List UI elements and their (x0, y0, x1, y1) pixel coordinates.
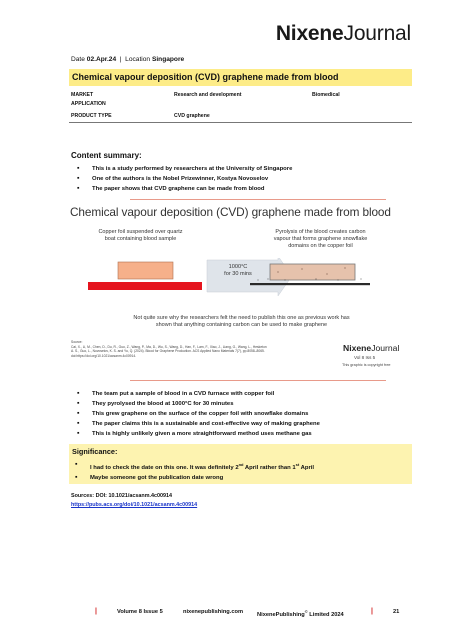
application-value: Biomedical (312, 92, 340, 98)
significance-list (69, 460, 409, 483)
brand-light: Journal (343, 22, 411, 45)
graphene-coated-foil (270, 264, 355, 280)
source-link[interactable]: https://pubs.acs.org/doi/10.1021/acsanm.4c00914 (71, 502, 198, 508)
figure-title: Chemical vapour deposition (CVD) graphene made from blood (70, 205, 391, 219)
footer-reg: © (304, 609, 308, 614)
footer-company (257, 609, 344, 618)
detail-bullet: ▪ They pyrolysed the blood at 1000°C for 30 minutes (71, 399, 411, 409)
figure-copyright: This graphic is copyright free (342, 363, 391, 367)
significance-heading: Significance: (72, 447, 118, 456)
footer-company-name: NixenePublishing (257, 611, 305, 618)
brand-bold: Nixene (275, 22, 344, 45)
detail-bullet: ▪ The team put a sample of blood in a CVD furnace with copper foil (71, 389, 411, 399)
date-value: 02.Apr.24 (86, 56, 117, 63)
summary-list (71, 164, 411, 194)
market-value: Research and development (174, 92, 242, 98)
divider-bottom (130, 380, 386, 381)
detail-bullet: ▪ This grew graphene on the surface of the copper foil with snowflake domains (71, 409, 411, 419)
location-value: Singapore (151, 56, 185, 63)
right-caption-line: vapour that forms graphene snowflake (273, 236, 368, 242)
sources-block (71, 492, 197, 510)
summary-bullet: ▪ One of the authors is the Nobel Prizewinner, Kostya Novoselov (71, 174, 411, 184)
right-caption-line: Pyrolysis of the blood creates carbon (275, 229, 366, 235)
application-label: APPLICATION (71, 101, 106, 107)
footer-company-tail: Limited 2024 (307, 611, 344, 618)
blood-sample (88, 282, 202, 290)
summary-bullet: ▪ This is a study performed by researchers at the University of Singapore (71, 164, 411, 174)
note-line: Not quite sure why the researchers felt the need to publish this one as previous work has (133, 315, 350, 321)
note-line: shown that anything containing carbon can be used to make graphene (155, 322, 328, 328)
duration-label: for 30 mins (224, 271, 252, 277)
sig-sup: st (295, 462, 300, 467)
significance-box (69, 444, 412, 484)
location-label: Location (125, 56, 151, 63)
footer-bar-right: | (371, 608, 373, 615)
figure-note (70, 315, 413, 329)
article-title: Chemical vapour deposition (CVD) graphene made from blood (72, 71, 339, 82)
content-summary-heading: Content summary: (71, 151, 142, 160)
page-number: 21 (393, 609, 400, 615)
product-type-label: PRODUCT TYPE (71, 113, 112, 119)
footer-bar-left: | (95, 608, 97, 615)
temperature-label: 1000°C (228, 264, 248, 270)
source-line: doi:https://doi.org/10.1021/acsanm.4c00914. (71, 353, 137, 358)
sig-text: April (299, 464, 315, 471)
dateline-separator: | (119, 56, 122, 63)
divider-top (130, 199, 386, 200)
detail-bullet: ▪ This is highly unlikely given a more straightforward method uses methane gas (71, 429, 411, 439)
sources-doi: Sources: DOI: 10.1021/acsanm.4c00914 (71, 493, 172, 499)
sig-text: April rather than 1 (243, 464, 296, 471)
product-type-value: CVD graphene (174, 113, 210, 119)
details-list (71, 389, 411, 439)
figure-brand-bold: Nixene (343, 343, 372, 353)
dateline (71, 56, 184, 63)
figure-issue: Vol 8 Iss 5 (354, 355, 376, 360)
arrow-label (206, 264, 270, 278)
footer-volume: Volume 8 Issue 5 (117, 609, 163, 615)
detail-bullet: ▪ The paper claims this is a sustainable and cost-effective way of making graphene (71, 419, 411, 429)
source-line: A. S., Guo, L., Novoselov, K. S. and Yu, Q. (2024). Blood for Graphene Production. ACS Applied Nano Materials 7(7), pp.8058–8065. (71, 349, 265, 353)
figure-source (71, 340, 306, 358)
sig-text: I had to check the date on this one. It was definitely 2 (90, 464, 239, 471)
source-label: Source: (71, 340, 83, 344)
left-caption-line: boat containing blood sample (104, 236, 177, 242)
left-caption-line: Copper foil suspended over quartz (98, 229, 183, 235)
source-line: Cai, X., Li, M., Chen, D., Du, R., Guo, Z., Wang, P., Ma, D., Wu, S., Wang, D., Han, F., Lam, F., Xiao, J., Liang, G., Wang, L., Hesketon (71, 344, 267, 349)
meta-divider (69, 122, 412, 123)
right-caption-line: domains on the copper foil (288, 243, 353, 249)
footer-site: nixenepublishing.com (183, 609, 244, 615)
market-label: MARKET (71, 92, 94, 98)
sig-sup: nd (238, 462, 244, 467)
significance-bullet: ▪ Maybe someone got the publication date wrong (69, 473, 409, 483)
carbon-residue (250, 283, 370, 285)
figure-brand (343, 343, 399, 353)
summary-bullet: ▪ The paper shows that CVD graphene can be made from blood (71, 184, 411, 194)
journal-brand (276, 22, 411, 46)
date-label: Date (71, 56, 85, 63)
right-caption (248, 229, 393, 250)
article-title-bar (69, 69, 412, 86)
significance-bullet (69, 460, 409, 473)
figure-brand-light: Journal (371, 343, 400, 353)
left-caption (78, 229, 203, 243)
copper-foil (118, 262, 173, 279)
